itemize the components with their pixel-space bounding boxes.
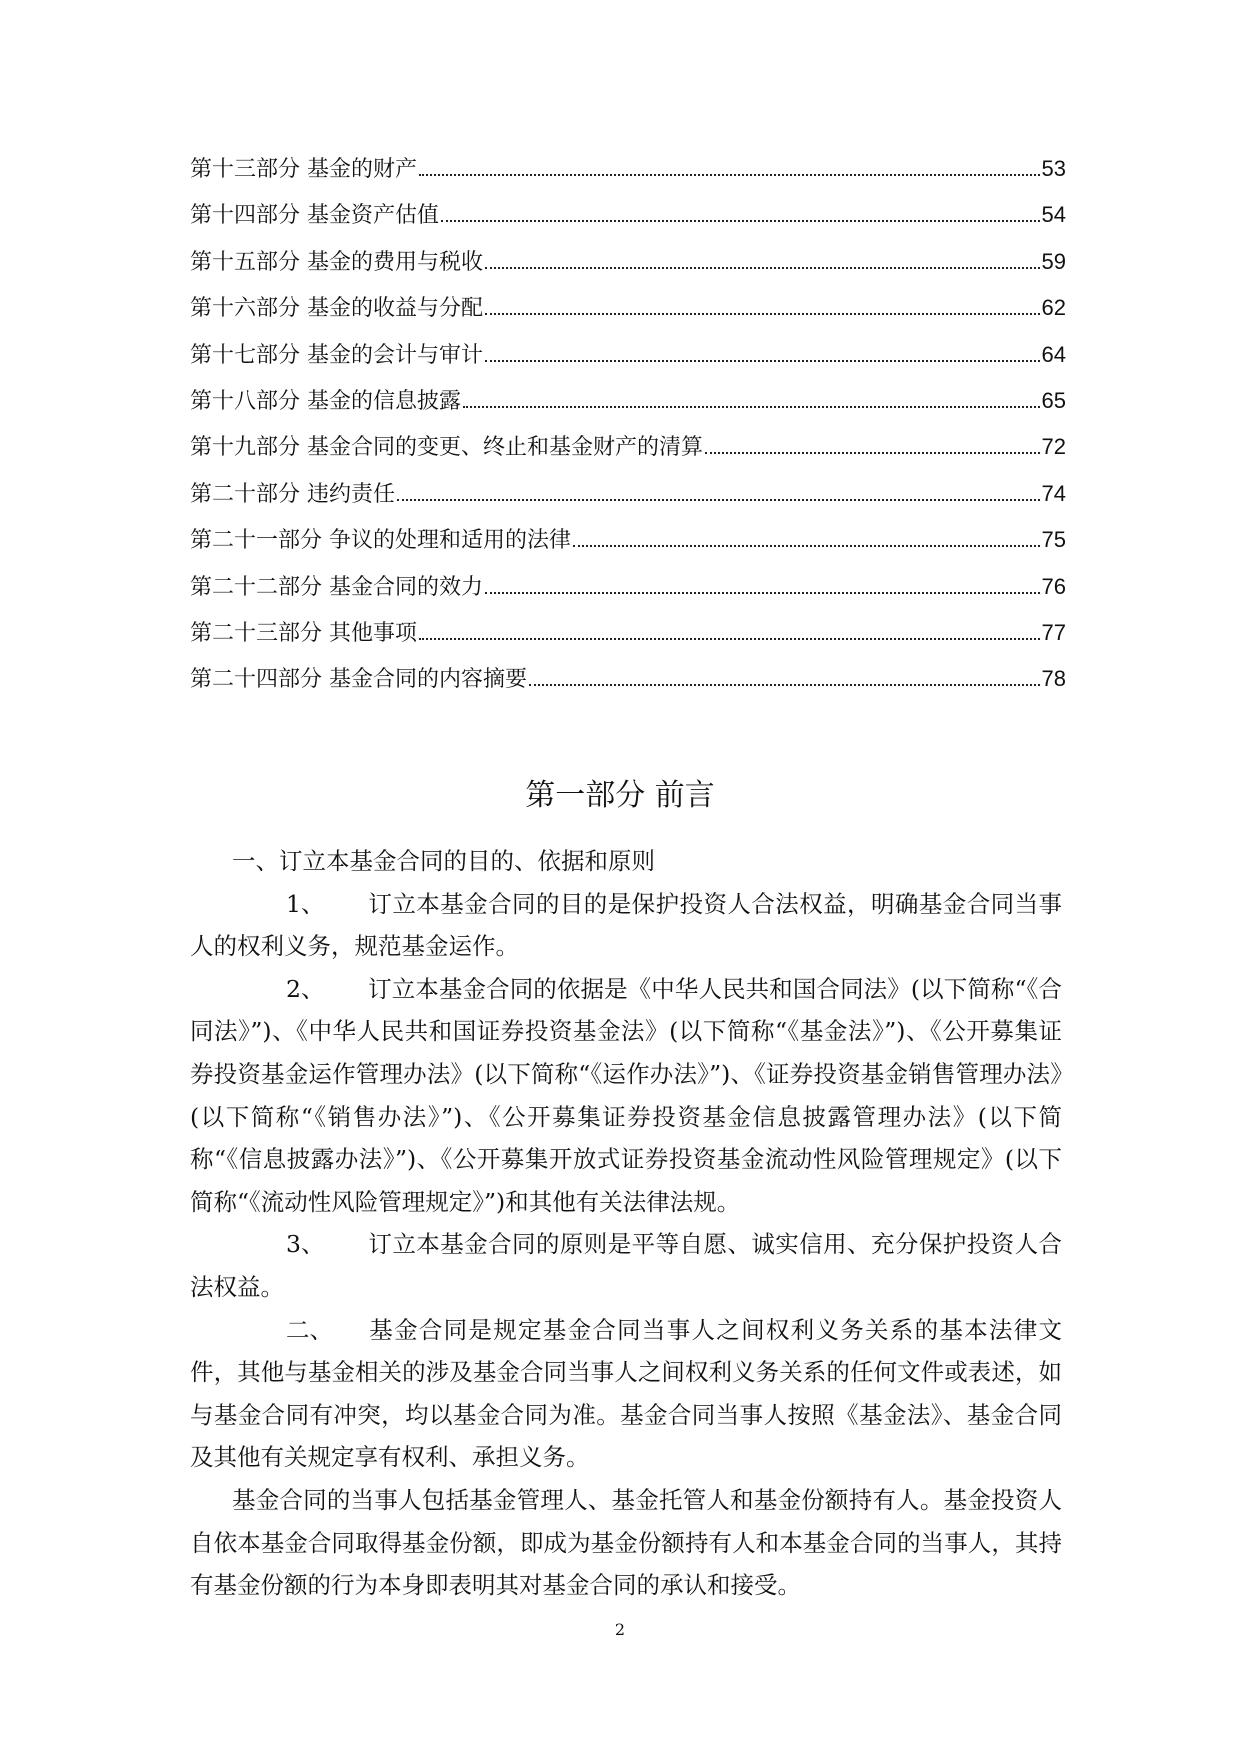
paragraph-closing: 基金合同的当事人包括基金管理人、基金托管人和基金份额持有人。基金投资人自依本基金合同取得基金份额，即成为基金份额持有人和本基金合同的当事人，其持有基金份额的行为本身即表明其对基金合同的承认和接受。 (190, 1485, 1062, 1600)
toc-entry-page: 75 (1041, 527, 1066, 553)
toc-entry[interactable] (190, 291, 1066, 337)
toc-entry[interactable] (190, 338, 1066, 384)
toc-entry-title: 第二十二部分 基金合同的效力 (190, 574, 483, 600)
toc-entry[interactable] (190, 245, 1066, 291)
toc-entry-page: 65 (1041, 387, 1066, 413)
toc-entry-page: 54 (1041, 202, 1066, 228)
toc-leader-dots (463, 406, 1040, 408)
document-body (190, 840, 1062, 1607)
toc-entry-page: 59 (1041, 248, 1066, 274)
toc-entry-title: 第十八部分 基金的信息披露 (190, 388, 461, 414)
toc-entry-page: 74 (1041, 480, 1066, 506)
table-of-contents (190, 152, 1066, 709)
toc-leader-dots (397, 499, 1040, 501)
toc-entry-page: 53 (1041, 156, 1066, 181)
toc-entry-title: 第十七部分 基金的会计与审计 (190, 342, 483, 368)
toc-leader-dots (485, 360, 1040, 362)
toc-entry[interactable] (190, 198, 1066, 244)
toc-entry-page: 77 (1041, 619, 1066, 645)
heading-purpose: 一、订立本基金合同的目的、依据和原则 (232, 847, 655, 875)
toc-entry-page: 78 (1041, 666, 1066, 692)
toc-leader-dots (705, 452, 1040, 454)
toc-entry[interactable] (190, 570, 1066, 616)
toc-leader-dots (485, 267, 1040, 269)
toc-entry[interactable] (190, 616, 1066, 662)
toc-entry[interactable] (190, 430, 1066, 476)
toc-leader-dots (529, 684, 1040, 686)
toc-entry-page: 62 (1041, 295, 1066, 321)
toc-entry-title: 第十四部分 基金资产估值 (190, 203, 439, 229)
toc-leader-dots (485, 592, 1040, 594)
toc-entry-page: 76 (1041, 573, 1066, 599)
page-number: 2 (614, 1620, 626, 1639)
toc-leader-dots (419, 638, 1040, 640)
section-title: 第一部分 前言 (525, 778, 715, 813)
toc-entry[interactable] (190, 477, 1066, 523)
toc-leader-dots (419, 174, 1040, 176)
toc-entry-title: 第十九部分 基金合同的变更、终止和基金财产的清算 (190, 435, 703, 461)
toc-entry-page: 72 (1041, 434, 1066, 460)
paragraph-3: 3、 订立本基金合同的原则是平等自愿、诚实信用、充分保护投资人合法权益。 (190, 1230, 1062, 1301)
toc-entry[interactable] (190, 152, 1066, 198)
paragraph-4: 二、 基金合同是规定基金合同当事人之间权利义务关系的基本法律文件，其他与基金相关的涉及基金合同当事人之间权利义务关系的任何文件或表述，如与基金合同有冲突，均以基金合同为准。基金合同当事人按照《基金法》、基金合同及其他有关规定享有权利、承担义务。 (190, 1315, 1062, 1472)
toc-leader-dots (441, 220, 1040, 222)
toc-entry[interactable] (190, 523, 1066, 569)
toc-entry-title: 第二十三部分 其他事项 (190, 620, 417, 646)
toc-entry-title: 第十六部分 基金的收益与分配 (190, 296, 483, 322)
toc-leader-dots (573, 545, 1040, 547)
paragraph-2: 2、 订立本基金合同的依据是《中华人民共和国合同法》(以下简称“《合同法》”)、《中华人民共和国证券投资基金法》(以下简称“《基金法》”)、《公开募集证券投资基金运作管理办法》(以下简称“《运作办法》”)、《证券投资基金销售管理办法》(以下简称“《销售办法》”)、《公开募集证券投资基金信息披露管理办法》(以下简称“《信息披露办法》”)、《公开募集开放式证券投资基金流动性风险管理规定》(以下简称“《流动性风险管理规定》”)和其他有关法律法规。 (190, 974, 1062, 1216)
toc-entry-title: 第二十四部分 基金合同的内容摘要 (190, 667, 527, 693)
toc-entry-title: 第十三部分 基金的财产 (190, 157, 417, 182)
toc-leader-dots (485, 313, 1040, 315)
toc-entry-title: 第十五部分 基金的费用与税收 (190, 249, 483, 275)
paragraph-1: 1、 订立本基金合同的目的是保护投资人合法权益，明确基金合同当事人的权利义务，规范基金运作。 (190, 889, 1062, 961)
toc-entry-page: 64 (1041, 341, 1066, 367)
toc-entry-title: 第二十部分 违约责任 (190, 481, 395, 507)
toc-entry-title: 第二十一部分 争议的处理和适用的法律 (190, 528, 571, 554)
toc-entry[interactable] (190, 384, 1066, 430)
toc-entry[interactable] (190, 662, 1066, 708)
